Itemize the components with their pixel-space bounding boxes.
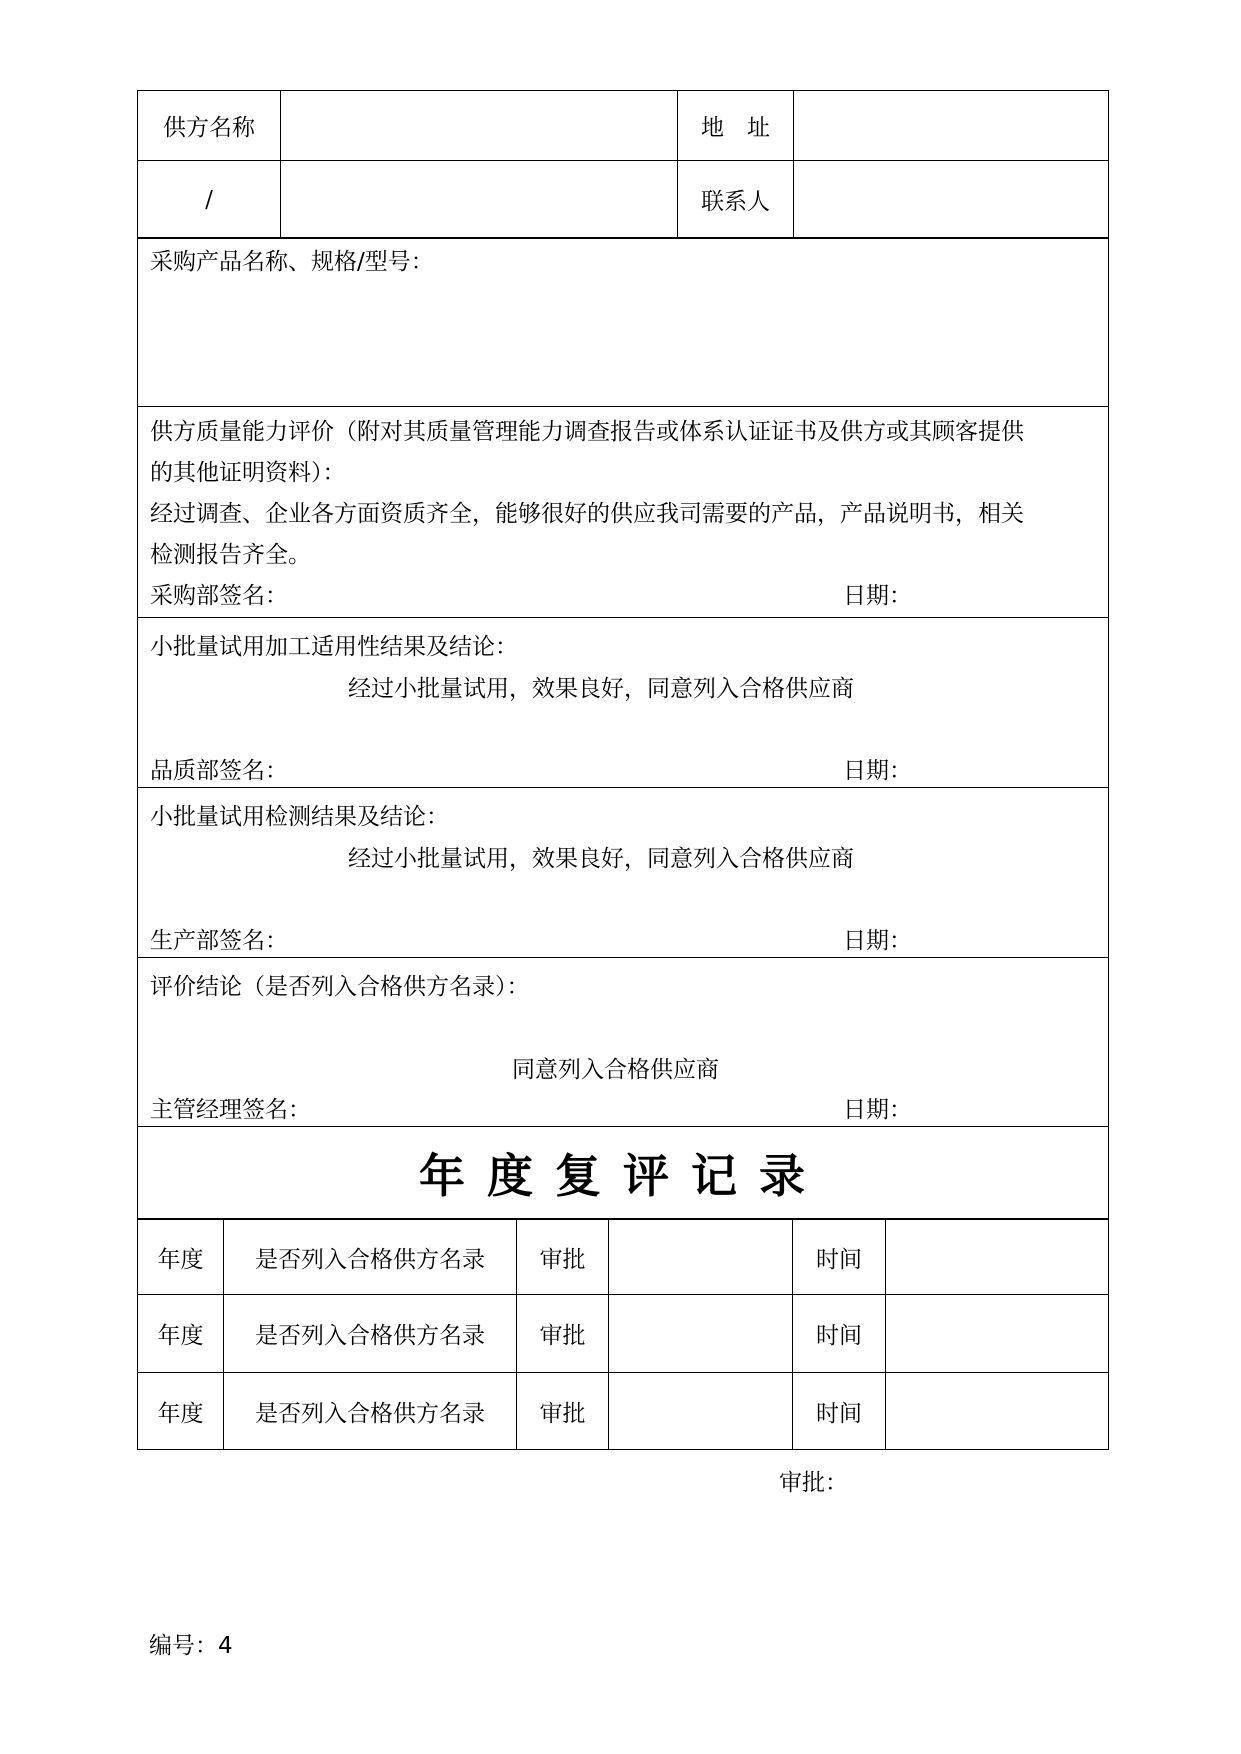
conclusion-cell <box>138 958 1109 1127</box>
time-field[interactable] <box>886 1373 1109 1450</box>
annual-row <box>138 1295 1109 1373</box>
listed-label: 是否列入合格供方名录 <box>224 1295 517 1373</box>
time-field[interactable] <box>886 1295 1109 1373</box>
contact-label: 联系人 <box>678 161 794 239</box>
trial-inspect-label: 小批量试用检测结果及结论： <box>150 804 449 830</box>
approve-field[interactable] <box>609 1295 793 1373</box>
contact-field[interactable] <box>794 161 1109 239</box>
annual-row <box>138 1373 1109 1450</box>
annual-review-table <box>137 1219 1109 1450</box>
production-sign-label: 生产部签名： <box>150 928 288 954</box>
purchase-sign-label: 采购部签名： <box>150 583 288 609</box>
evaluation-table <box>137 237 1109 1219</box>
quality-eval-label-line2: 的其他证明资料）： <box>150 460 346 486</box>
manager-date-label: 日期： <box>843 1097 912 1123</box>
slash-cell: / <box>138 161 281 239</box>
supplier-header-table <box>137 90 1109 239</box>
approve-label: 审批 <box>517 1295 609 1373</box>
purchase-date-label: 日期： <box>843 583 912 609</box>
annual-review-title: 年度复评记录 <box>138 1127 1109 1219</box>
year-label: 年度 <box>138 1220 224 1295</box>
time-label: 时间 <box>793 1373 886 1450</box>
time-label: 时间 <box>793 1295 886 1373</box>
serial-number: 编号：4 <box>149 1633 233 1659</box>
quality-eval-cell <box>138 407 1109 618</box>
production-date-label: 日期： <box>843 928 912 954</box>
conclusion-label: 评价结论（是否列入合格供方名录）： <box>150 974 530 1000</box>
approve-field[interactable] <box>609 1373 793 1450</box>
supplier-name-field[interactable] <box>281 91 678 161</box>
annual-row <box>138 1220 1109 1295</box>
address-label: 地 址 <box>678 91 794 161</box>
year-label: 年度 <box>138 1295 224 1373</box>
listed-label: 是否列入合格供方名录 <box>224 1373 517 1450</box>
address-field[interactable] <box>794 91 1109 161</box>
approve-label: 审批 <box>517 1373 609 1450</box>
trial-inspect-content: 经过小批量试用，效果良好，同意列入合格供应商 <box>348 846 854 872</box>
time-field[interactable] <box>886 1220 1109 1295</box>
conclusion-content: 同意列入合格供应商 <box>512 1057 719 1083</box>
quality-sign-label: 品质部签名： <box>150 758 288 784</box>
trial-process-label: 小批量试用加工适用性结果及结论： <box>150 634 518 660</box>
approve-label: 审批 <box>517 1220 609 1295</box>
quality-eval-content-line2: 检测报告齐全。 <box>150 542 311 568</box>
year-label: 年度 <box>138 1373 224 1450</box>
quality-date-label: 日期： <box>843 758 912 784</box>
manager-sign-label: 主管经理签名： <box>150 1097 311 1123</box>
product-label: 采购产品名称、规格/型号： <box>150 249 434 275</box>
approve-field[interactable] <box>609 1220 793 1295</box>
slash-field[interactable] <box>281 161 678 239</box>
quality-eval-label-line1: 供方质量能力评价（附对其质量管理能力调查报告或体系认证证书及供方或其顾客提供 <box>150 419 1024 445</box>
trial-process-content: 经过小批量试用，效果良好，同意列入合格供应商 <box>348 676 854 702</box>
quality-eval-content-line1: 经过调查、企业各方面资质齐全，能够很好的供应我司需要的产品，产品说明书，相关 <box>150 501 1024 527</box>
product-cell <box>138 238 1109 407</box>
trial-process-cell <box>138 618 1109 788</box>
supplier-name-label: 供方名称 <box>138 91 281 161</box>
listed-label: 是否列入合格供方名录 <box>224 1220 517 1295</box>
trial-inspect-cell <box>138 788 1109 958</box>
time-label: 时间 <box>793 1220 886 1295</box>
footer-approve-label: 审批： <box>779 1470 848 1496</box>
